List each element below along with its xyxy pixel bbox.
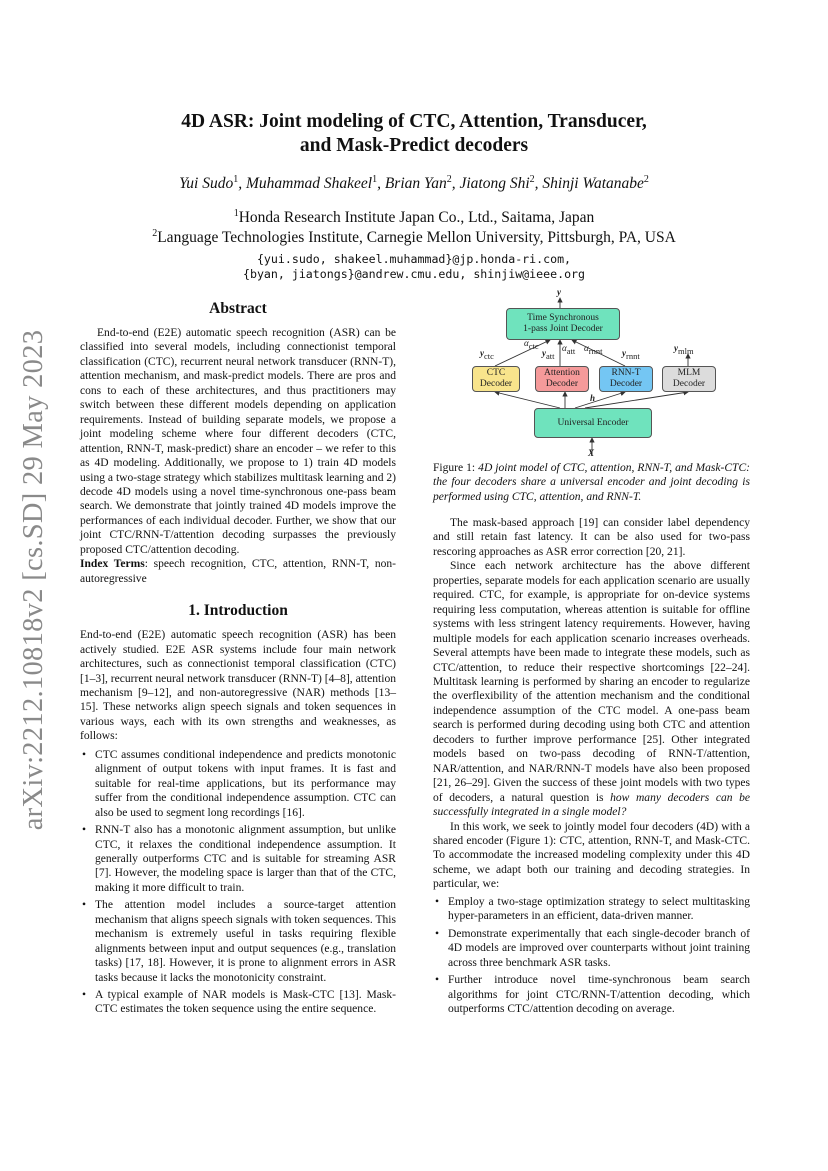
figure-caption-label: Figure 1:: [433, 462, 476, 474]
right-column: [433, 516, 750, 1019]
ctc-decoder-box: [472, 366, 520, 392]
author-list: Yui Sudo$^1$, Muhammad Shakeel$^1$, Brian Yan$^2$, Jiatong Shi$^2$, Shinji Watanabe$^2$: [179, 173, 649, 192]
author-name: Jiatong Shi: [459, 175, 530, 192]
alpha-rnnt-label: αrnnt: [584, 343, 603, 356]
attention-decoder-label-1: Attention: [544, 368, 580, 378]
contribution-bullet-list: [433, 895, 750, 1017]
abstract-text: End-to-end (E2E) automatic speech recognition (ASR) can be classified into several models, including connectionist temporal classification (CTC), recurrent neural network transducer (RNN-T), attention mechanism, and mask-predict models. There are pros and cons to each of these architectures, and thus practitioners may switch between these different models depending on application requirements. Instead of building separate models, we propose a joint modeling scheme where four different decoders (CTC, attention, RNN-T, mask-predict) share an encoder – we refer to this as 4D modeling. Additionally, we propose to 1) train 4D models using a two-stage strategy which stabilizes multitask learning and 2) decode 4D models using a novel time-synchronous one-pass beam search. We demonstrate that jointly trained 4D models improve the performances of each individual decoder. Further, we show that our joint CTC/RNN-T/attention decoding surpasses the previously proposed CTC/attention decoding.: [80, 327, 396, 556]
intro-paragraph: End-to-end (E2E) automatic speech recognition (ASR) has been actively studied. E2E ASR systems include four main network architectures, such as connectionist temporal classification (CTC) [1–3], recurrent neural network transducer (RNN-T) [4–8], attention mechanism [9–12], and non-autoregressive (NAR) methods [13–15]. These networks align speech signals and token sequences in various ways, each with its own strengths and weaknesses, as follows:: [80, 629, 396, 743]
author-name: Brian Yan: [384, 175, 447, 192]
list-item-text: Employ a two-stage optimization strategy to select multitasking hyper-parameters in an efficient, data-driven manner.: [448, 895, 750, 923]
joint-decoder-label-1: Time Synchronous: [527, 313, 599, 323]
left-column: [80, 300, 396, 1020]
intro-bullet-list: [80, 748, 396, 1017]
author-name: Muhammad Shakeel: [245, 175, 373, 192]
figure-caption-text: 4D joint model of CTC, attention, RNN-T, and Mask-CTC: the four decoders share a universal encoder and joint decoding is performed using CTC, attention, and RNN-T.: [433, 462, 751, 503]
alpha-ctc-label: αctc: [524, 338, 539, 351]
output-y-label: y: [557, 287, 561, 297]
joint-decoder-label-2: 1-pass Joint Decoder: [523, 324, 603, 334]
y-att-label: yatt: [542, 348, 555, 361]
list-item: • The attention model includes a source-target attention mechanism that aligns speech signals with token sequences. This mechanism is extremely useful in tasks requiring flexible alignments between input and output sequences (e.g., translation tasks) [17, 18]. However, it is prone to alignment errors in ASR tasks because it lacks the monotonicity constraint.: [82, 899, 396, 984]
affiliation-2: [100, 227, 728, 248]
list-item-text: A typical example of NAR models is Mask-CTC [13]. Mask-CTC estimates the token sequence using the entire sequence.: [95, 989, 396, 1016]
email-line-2: {byan, jiatongs}@andrew.cmu.edu, shinjiw@ieee.org: [242, 267, 586, 281]
rnnt-decoder-box: [599, 366, 653, 392]
mlm-decoder-label-1: MLM: [677, 368, 701, 378]
figure-caption: [433, 461, 750, 504]
list-item-text: The attention model includes a source-target attention mechanism that aligns speech signals with token sequences. This mechanism is extremely useful in tasks requiring flexible alignments between input and output sequences (e.g., translation tasks) [17, 18]. However, it is prone to alignment errors in ASR tasks because it lacks the monotonicity constraint.: [95, 899, 396, 984]
author-affil-mark: 1: [233, 173, 239, 185]
right-paragraph-3: In this work, we seek to jointly model four decoders (4D) with a shared encoder (Figure 1): CTC, attention, RNN-T, and Mask-CTC. To accommodate the increased modeling complexity under this 4D scheme, we adapt both our training and decoding strategies. In particular, we:: [433, 820, 750, 891]
paper-title-line-1: 4D ASR: Joint modeling of CTC, Attention, Transducer,: [181, 111, 647, 132]
right-paragraph-2-question: how many decoders can be successfully integrated in a single model?: [433, 791, 751, 819]
right-paragraph-2-text: Since each network architecture has the above different properties, separate models for each application scenario are usually required. CTC, for example, is appropriate for on-device systems requiring less computation, whereas attention is suitable for offline systems with less stringent latency requirements. However, having multiple models for each application scenario increases overheads. Several attempts have been made to integrate these models, such as CTC/attention, to reduce their respective shortcomings [22–24]. Multitask learning is performed by sharing an encoder to regularize the overflexibility of the attention mechanism and the conditional independence assumption of the CTC model. A one-pass beam search is performed during decoding using both CTC and attention decoders to further improve performance [25]. Other integrated models based on two-pass decoding of RNN-T/attention, NAR/attention, and NAR/RNN-T models have also been proposed [21, 26–29]. Given the success of these joint models with two types of decoders, a natural question is: [433, 560, 750, 804]
affiliation-mark: 1: [233, 207, 239, 219]
list-item: • A typical example of NAR models is Mask-CTC [13]. Mask-CTC estimates the token sequence using the entire sequence.: [82, 989, 396, 1016]
universal-encoder-box: [534, 408, 652, 438]
index-terms-text: : speech recognition, CTC, attention, RNN-T, non-autoregressive: [80, 558, 396, 585]
index-terms: [80, 557, 396, 586]
affiliation-1: [100, 207, 728, 228]
affiliation-text: Language Technologies Institute, Carnegie Mellon University, Pittsburgh, PA, USA: [157, 229, 676, 246]
list-item-text: Further introduce novel time-synchronous beam search algorithms for joint CTC/RNN-T/attention decoding, which outperforms CTC/attention decoding on average.: [448, 974, 750, 1015]
attention-decoder-label-2: Decoder: [545, 379, 579, 389]
affiliation-text: Honda Research Institute Japan Co., Ltd., Saitama, Japan: [238, 209, 595, 226]
author-affil-mark: 2: [529, 173, 535, 185]
right-paragraph-2: [433, 559, 750, 819]
alpha-att-label: αatt: [562, 343, 576, 356]
joint-decoder-box: [506, 308, 620, 340]
h-label: h: [590, 393, 596, 403]
list-item-text: RNN-T also has a monotonic alignment assumption, but unlike CTC, it relaxes the conditional independence assumption. It generally outperforms CTC and is suitable for streaming ASR [7]. However, the modeling space is larger than that of the CTC, making it more difficult to train.: [95, 824, 396, 894]
list-item: • RNN-T also has a monotonic alignment assumption, but unlike CTC, it relaxes the conditional independence assumption. It generally outperforms CTC and is suitable for streaming ASR [7]. However, the modeling space is larger than that of the CTC, making it more difficult to train.: [82, 824, 396, 894]
email-line-1: {yui.sudo, shakeel.muhammad}@jp.honda-ri.com,: [256, 252, 572, 266]
arxiv-stamp-text: arXiv:2212.10818v2 [cs.SD] 29 May 2023: [18, 329, 49, 831]
list-item-text: Demonstrate experimentally that each single-decoder branch of 4D models are improved over counterparts without joint training across three benchmark ASR tasks.: [448, 927, 750, 969]
ctc-decoder-label-1: CTC: [486, 368, 506, 378]
index-terms-label: Index Terms: [80, 558, 145, 571]
author-affil-mark: 2: [446, 173, 452, 185]
author-name: Yui Sudo: [179, 175, 234, 192]
paper-title-line-2: and Mask-Predict decoders: [299, 135, 529, 156]
list-item: • Demonstrate experimentally that each single-decoder branch of 4D models are improved over counterparts without joint training across three benchmark ASR tasks.: [435, 927, 750, 969]
author-name: Shinji Watanabe: [542, 175, 644, 192]
y-ctc-label: yctc: [480, 348, 494, 361]
mlm-decoder-box: [662, 366, 716, 392]
attention-decoder-box: [535, 366, 589, 392]
affiliation-mark: 2: [152, 227, 158, 239]
rnnt-decoder-label-1: RNN-T: [611, 368, 641, 378]
rnnt-decoder-label-2: Decoder: [609, 379, 643, 389]
y-rnnt-label: yrnnt: [622, 348, 640, 361]
list-item-text: CTC assumes conditional independence and predicts monotonic alignment of output tokens with input frames. It is fast and suitable for real-time applications, but its performance may suffer from the conditional independence assumption. CTC can also be used to segment long recordings [16].: [95, 748, 396, 819]
mlm-decoder-label-2: Decoder: [672, 379, 706, 389]
list-item: • CTC assumes conditional independence and predicts monotonic alignment of output tokens with input frames. It is fast and suitable for real-time applications, but its performance may suffer from the conditional independence assumption. CTC can also be used to segment long recordings [16].: [82, 748, 396, 819]
arxiv-stamp: [4, 300, 64, 860]
author-affil-mark: 1: [372, 173, 378, 185]
y-mlm-label: ymlm: [674, 343, 694, 356]
list-item: • Further introduce novel time-synchronous beam search algorithms for joint CTC/RNN-T/attention decoding, which outperforms CTC/attention decoding on average.: [435, 974, 750, 1015]
arrow-enc-to-ctc: [495, 392, 560, 408]
author-affil-mark: 2: [643, 173, 649, 185]
intro-heading: 1. Introduction: [188, 602, 288, 620]
universal-encoder-label: Universal Encoder: [557, 417, 629, 428]
right-paragraph-1: The mask-based approach [19] can consider label dependency and still retain fast latency. It can be also used for two-pass rescoring approaches as ASR error correction [20, 21].: [433, 517, 750, 558]
x-label: X: [588, 448, 595, 458]
figure-1: [450, 286, 750, 456]
ctc-decoder-label-2: Decoder: [479, 379, 513, 389]
abstract-heading: Abstract: [209, 300, 267, 317]
list-item: • Employ a two-stage optimization strategy to select multitasking hyper-parameters in an efficient, data-driven manner.: [435, 895, 750, 923]
